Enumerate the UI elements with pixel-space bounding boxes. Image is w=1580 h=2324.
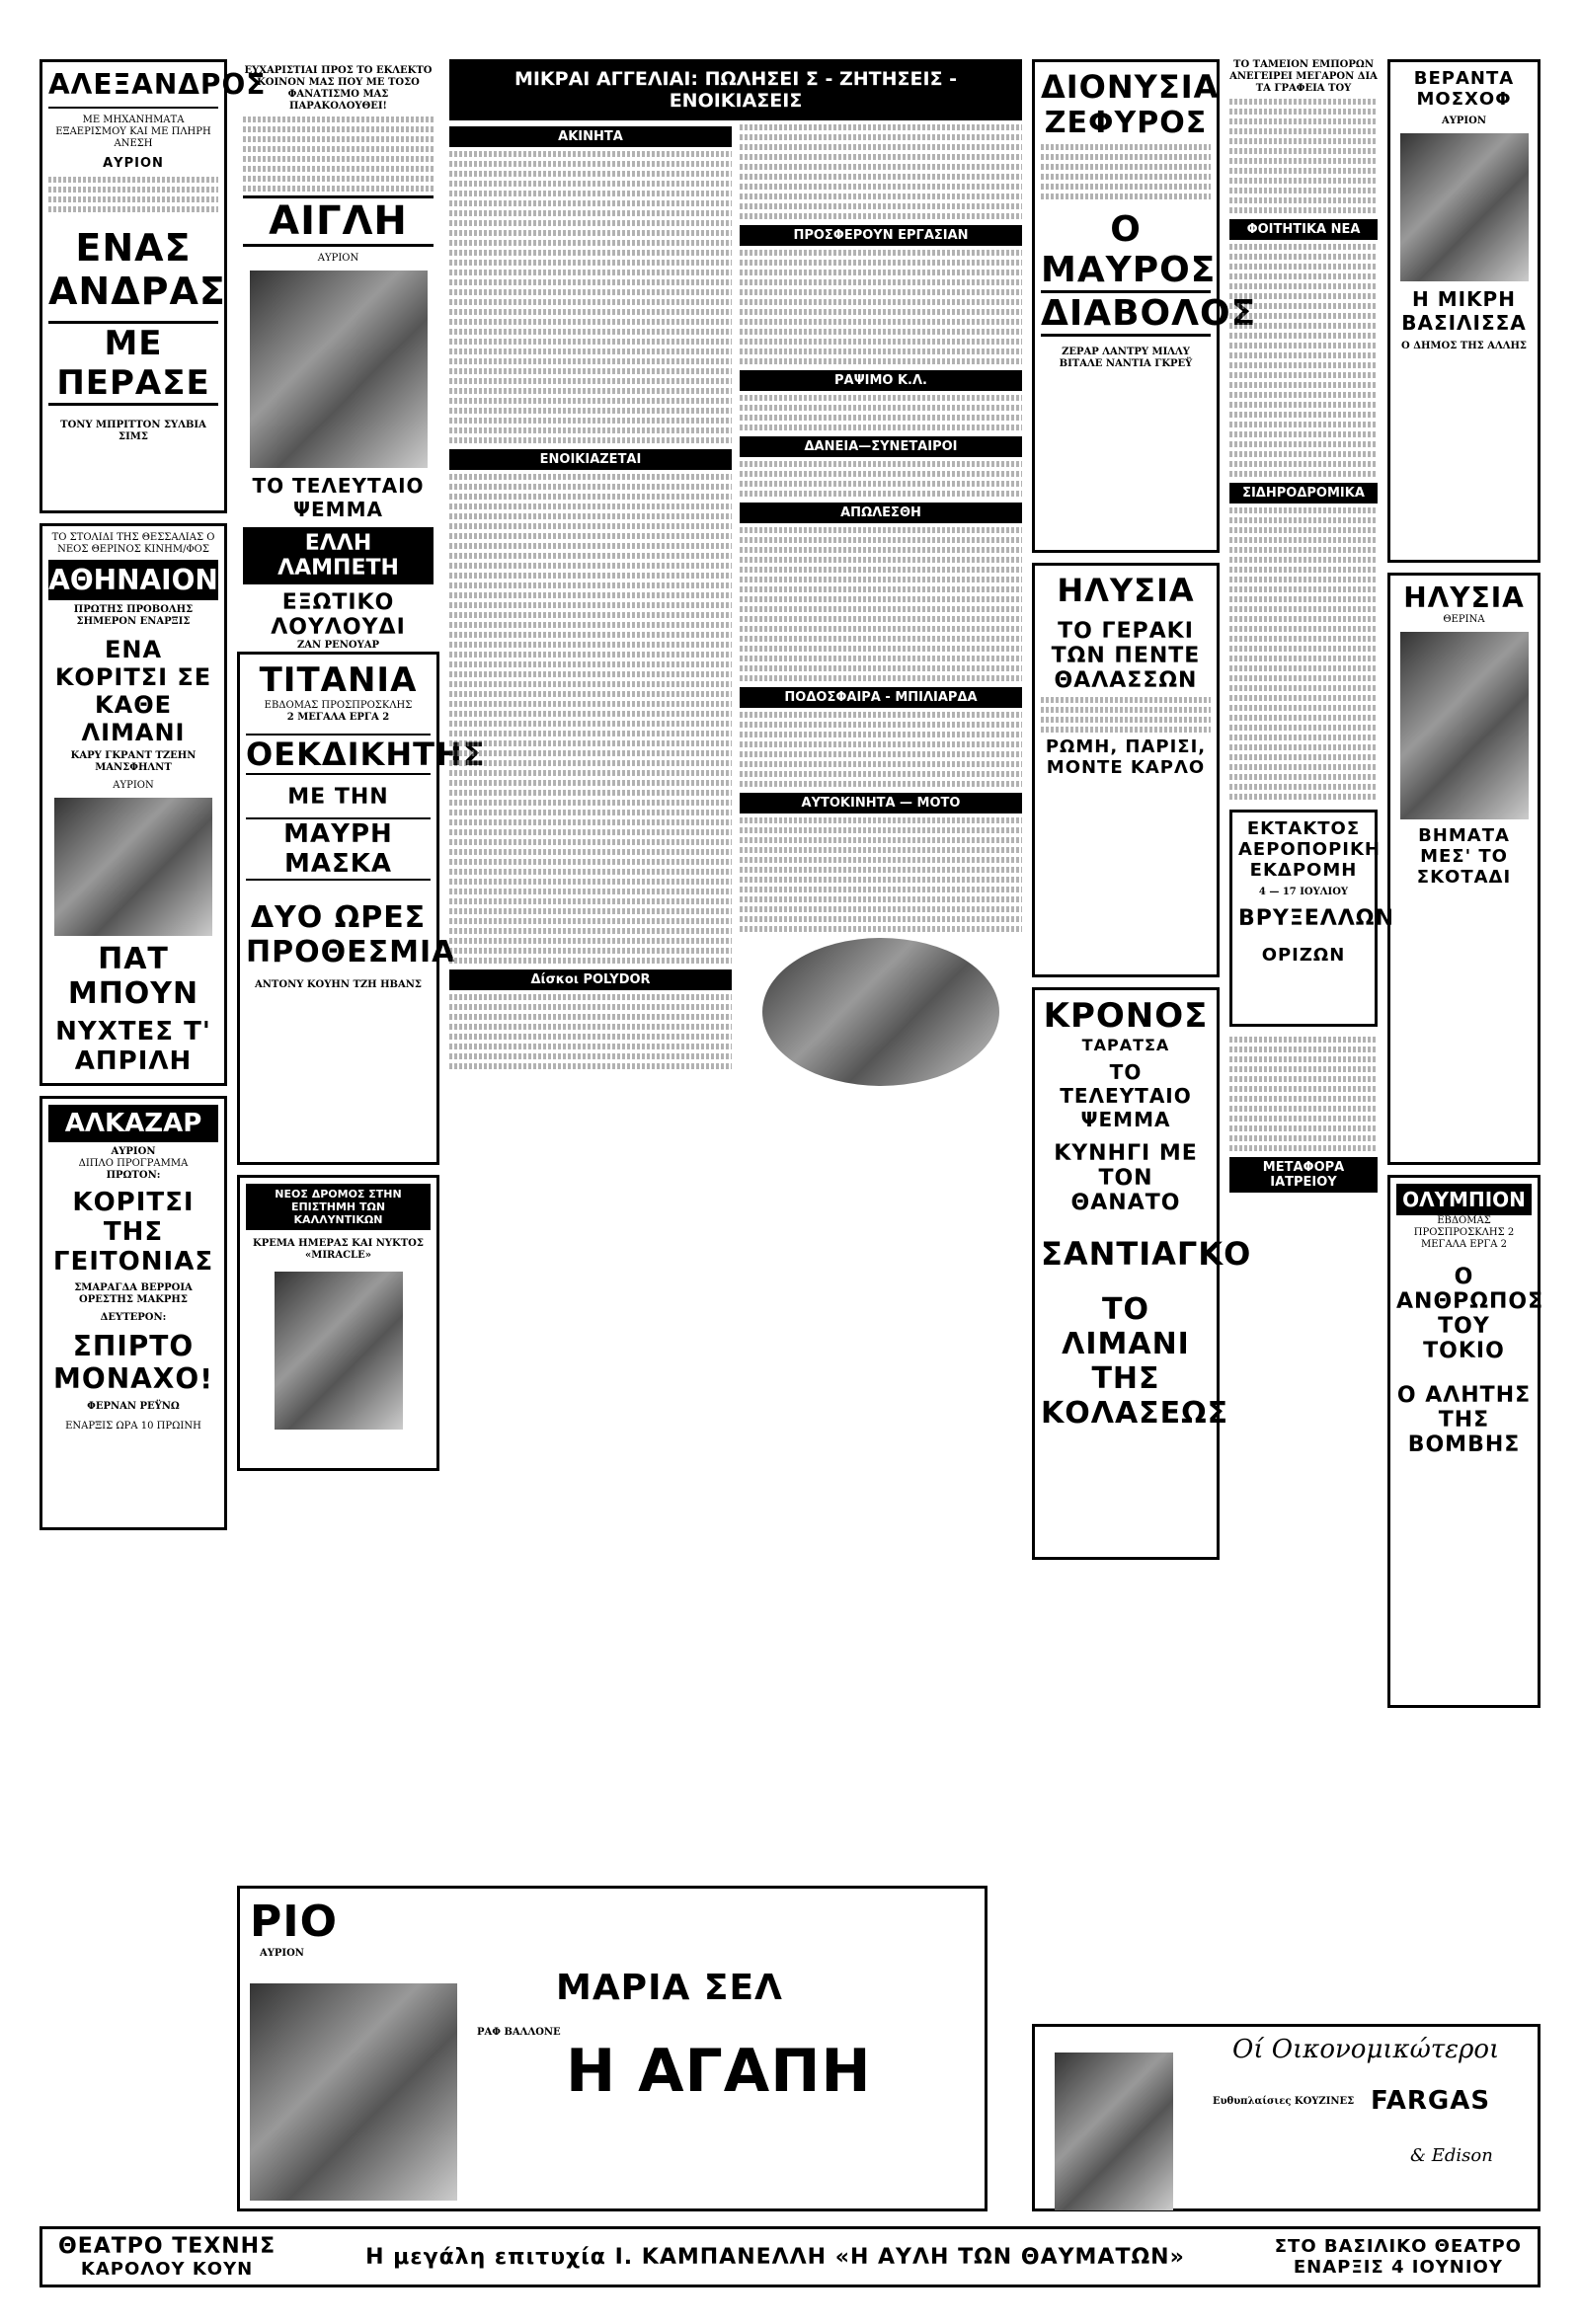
- zefyros-title: ΖΕΦΥΡΟΣ: [1044, 106, 1208, 140]
- section-apolesthi: ΑΠΩΛΕΣΘΗ: [740, 503, 1022, 523]
- alexandros-sub: ΜΕ ΜΗΧΑΝΗΜΑΤΑ ΕΞΑΕΡΙΣΜΟΥ ΚΑΙ ΜΕ ΠΛΗΡΗ ΑΝΕΣΗ: [55, 115, 211, 149]
- athinaion-film: ΕΝΑ ΚΟΡΙΤΣΙ ΣΕ ΚΑΘΕ ΛΙΜΑΝΙ: [54, 636, 212, 746]
- fargas-brand: FARGAS: [1371, 2086, 1491, 2116]
- footer-right-1: ΣΤΟ ΒΑΣΙΛΙΚΟ ΘΕΑΤΡΟ: [1274, 2236, 1522, 2257]
- alkazar-day: ΑΥΡΙΟΝ: [111, 1146, 156, 1157]
- dionysia-cast: ΖΕΡΑΡ ΛΑΝΤΡΥ ΜΙΛΛΥ ΒΙΤΑΛΕ ΝΑΝΤΙΑ ΓΚΡΕΫ: [1059, 347, 1193, 369]
- column-6: [1387, 59, 1544, 1718]
- veranta-title: ΒΕΡΑΝΤΑ ΜΟΣΧΟΦ: [1413, 68, 1515, 110]
- tameion-heading: ΤΟ ΤΑΜΕΙΟΝ ΕΜΠΟΡΩΝ ΑΝΕΓΕΙΡΕΙ ΜΕΓΑΡΟΝ ΔΙΑ ΤΑ ΓΡΑΦΕΙΑ ΤΟΥ: [1229, 59, 1378, 94]
- footer-left: [58, 2234, 276, 2280]
- rio-day: ΑΥΡΙΟΝ: [260, 1948, 304, 1959]
- ilysia-title: ΗΛΥΣΙΑ: [1057, 572, 1195, 609]
- fargas-kouzines: Ευθυπλαίσιες ΚΟΥΖΙΝΕΣ: [1213, 2096, 1355, 2107]
- miracle-banner: ΝΕΟΣ ΔΡΟΜΟΣ ΣΤΗΝ ΕΠΙΣΤΗΜΗ ΤΩΝ ΚΑΛΛΥΝΤΙΚΩΝ: [246, 1184, 431, 1230]
- footer-middle: Η μεγάλη επιτυχία Ι. ΚΑΜΠΑΝΕΛΛΗ «Η ΑΥΛΗ ΤΩΝ ΘΑΥΜΑΤΩΝ»: [365, 2244, 1185, 2270]
- alkazar-prog: ΔΙΠΛΟ ΠΡΟΓΡΑΜΜΑ: [78, 1158, 189, 1169]
- alexandros-film1: ΕΝΑΣ ΑΝΔΡΑΣ: [48, 226, 226, 313]
- ad-titania: [237, 652, 486, 1165]
- rio-raf: ΡΑΦ ΒΑΛΛΟΝΕ: [477, 2027, 561, 2038]
- kronos-film2: ΚΥΝΗΓΙ ΜΕ ΤΟΝ ΘΑΝΑΤΟ: [1054, 1141, 1198, 1215]
- ilysia-cast: ΡΩΜΗ, ΠΑΡΙΣΙ, ΜΟΝΤΕ ΚΑΡΛΟ: [1045, 736, 1207, 778]
- footer-left-2: ΚΑΡΟΛΟΥ ΚΟΥΝ: [80, 2259, 254, 2280]
- aigli-title: ΑΙΓΛΗ: [243, 195, 434, 247]
- alkazar-star2: ΦΕΡΝΑΝ ΡΕΫΝΩ: [87, 1401, 180, 1412]
- foititika-heading: ΦΟΙΤΗΤΙΚΑ ΝΕΑ: [1229, 219, 1378, 240]
- athinaion-illustration: [54, 798, 212, 936]
- ektaktos-dates: 4 — 17 ΙΟΥΛΙΟΥ: [1258, 887, 1349, 897]
- athinaion-intro: ΤΟ ΣΤΟΛΙΔΙ ΤΗΣ ΘΕΣΣΑΛΙΑΣ Ο ΝΕΟΣ ΘΕΡΙΝΟΣ ΚΙΝΗΜ/ΦΟΣ: [51, 532, 215, 555]
- section-podosfaira: ΠΟΔΟΣΦΑΙΡΑ - ΜΠΙΛΙΑΡΔΑ: [740, 687, 1022, 708]
- miracle-text: ΚΡΕΜΑ ΗΜΕΡΑΣ ΚΑΙ ΝΥΚΤΟΣ «MIRACLE»: [253, 1238, 424, 1261]
- ilysia-therina-photo: [1400, 632, 1529, 819]
- rio-photo: [250, 1983, 457, 2201]
- limani-title: ΤΟ ΛΙΜΑΝΙ ΤΗΣ ΚΟΛΑΣΕΩΣ: [1041, 1292, 1229, 1431]
- ad-rio: [237, 1886, 988, 2211]
- polydor-logo: [762, 938, 999, 1086]
- section-prosferoun: ΠΡΟΣΦΕΡΟΥΝ ΕΡΓΑΣΙΑΝ: [740, 225, 1022, 246]
- section-aftokinita: ΑΥΤΟΚΙΝΗΤΑ — ΜΟΤΟ: [740, 793, 1022, 813]
- alexandros-cast: ΤΟΝΥ ΜΠΡΙΤΤΟΝ ΣΥΛΒΙΑ ΣΙΜΣ: [60, 420, 206, 442]
- ad-aigli: [237, 59, 439, 651]
- metafora-heading: ΜΕΤΑΦΟΡΑ ΙΑΤΡΕΙΟΥ: [1229, 1157, 1378, 1193]
- veranta-day: ΑΥΡΙΟΝ: [1442, 116, 1486, 126]
- mavros-title: Ο ΜΑΥΡΟΣ: [1041, 209, 1217, 290]
- ad-alkazar: [40, 1096, 227, 1530]
- rio-title: ΡΙΟ: [250, 1897, 339, 1947]
- ad-athinaion: [40, 523, 227, 1086]
- athinaion-title: ΑΘΗΝΑΙΟΝ: [48, 560, 218, 600]
- ad-dionysia: [1032, 59, 1257, 553]
- ilysia-therina-sub: ΘΕΡΙΝΑ: [1443, 614, 1485, 625]
- kronos-title: ΚΡΟΝΟΣ: [1043, 996, 1209, 1036]
- aigli-day: ΑΥΡΙΟΝ: [317, 253, 359, 264]
- athinaion-tomorrow: ΑΥΡΙΟΝ: [113, 780, 154, 791]
- titania-two: 2 ΜΕΓΑΛΑ ΕΡΓΑ 2: [286, 712, 390, 723]
- alkazar-title: ΑΛΚΑΖΑΡ: [48, 1105, 218, 1142]
- alkazar-start: ΕΝΑΡΞΙΣ ΩΡΑ 10 ΠΡΩΙΝΗ: [65, 1421, 201, 1432]
- titania-film1-b: ΜΕ ΤΗΝ: [287, 785, 389, 810]
- ad-ilysia-therina: [1387, 573, 1540, 1165]
- thanks-heading: ΕΥΧΑΡΙΣΤΙΑΙ ΠΡΟΣ ΤΟ ΕΚΛΕΚΤΟ ΚΟΙΝΟΝ ΜΑΣ ΠΟΥ ΜΕ ΤΟΣΟ ΦΑΝΑΤΙΣΜΟ ΜΑΣ ΠΑΡΑΚΟΛΟΥΘΕΙ!: [244, 65, 433, 112]
- titania-film1: ΟΕΚΔΙΚΗΤΗΣ: [246, 736, 486, 773]
- footer-right: [1275, 2236, 1522, 2278]
- classifieds-column: [449, 59, 1022, 1092]
- aigli-star: ΕΛΛΗ ΛΑΜΠΕΤΗ: [243, 527, 434, 584]
- ad-kronos: [1032, 987, 1252, 1560]
- ektaktos-agency: ΟΡΙΖΩΝ: [1261, 945, 1346, 966]
- athinaion-premiere: ΠΡΩΤΗΣ ΠΡΟΒΟΛΗΣ ΣΗΜΕΡΟΝ ΕΝΑΡΞΙΣ: [73, 604, 194, 627]
- alexandros-film2: ΜΕ ΠΕΡΑΣΕ: [48, 321, 218, 406]
- ilysia-film: ΤΟ ΓΕΡΑΚΙ ΤΩΝ ΠΕΝΤΕ ΘΑΛΑΣΣΩΝ: [1051, 619, 1201, 693]
- ad-veranta: [1387, 59, 1540, 563]
- titania-cast: ΑΝΤΟΝΥ ΚΟΥΗΝ ΤΖΗ ΗΒΑΝΣ: [255, 979, 422, 990]
- newspaper-page: [40, 59, 1544, 2290]
- alitis-title: Ο ΑΛΗΤΗΣ ΤΗΣ ΒΟΜΒΗΣ: [1396, 1383, 1532, 1457]
- olympion-title: ΟΛΥΜΠΙΟΝ: [1396, 1184, 1532, 1215]
- footer-theatro-technis: [40, 2226, 1540, 2287]
- alkazar-film2: ΣΠΙΡΤΟ ΜΟΝΑΧΟ!: [53, 1330, 213, 1395]
- column-5: [1229, 59, 1394, 1197]
- section-enoikiazetai: ΕΝΟΙΚΙΑΖΕΤΑΙ: [449, 449, 732, 470]
- aigli-photo: [250, 271, 428, 468]
- athinaion-film2: ΝΥΧΤΕΣ Τ' ΑΠΡΙΛΗ: [55, 1017, 211, 1076]
- ektaktos-title: ΕΚΤΑΚΤΟΣ ΑΕΡΟΠΟΡΙΚΗ ΕΚΔΡΟΜΗ: [1238, 818, 1381, 881]
- kronos-film: ΤΟ ΤΕΛΕΥΤΑΙΟ ΨΕΜΜΑ: [1060, 1060, 1192, 1131]
- footer-right-2: ΕΝΑΡΞΙΣ 4 ΙΟΥΝΙΟΥ: [1293, 2257, 1503, 2278]
- alkazar-cast: ΣΜΑΡΑΓΔΑ ΒΕΡΡΟΙΑ ΟΡΕΣΤΗΣ ΜΑΚΡΗΣ: [74, 1282, 193, 1305]
- classifieds-header: ΜΙΚΡΑΙ ΑΓΓΕΛΙΑΙ: ΠΩΛΗΣΕΙ Σ - ΖΗΤΗΣΕΙΣ - ΕΝΟΙΚΙΑΣΕΙΣ: [449, 59, 1022, 120]
- rio-maria: ΜΑΡΙΑ ΣΕΛ: [556, 1968, 783, 2008]
- veranta-film: Η ΜΙΚΡΗ ΒΑΣΙΛΙΣΣΑ: [1401, 287, 1527, 335]
- column-4: [1032, 59, 1257, 1570]
- section-daneia: ΔΑΝΕΙΑ—ΣΥΝΕΤΑΙΡΟΙ: [740, 436, 1022, 457]
- fargas-headline: Οί Οικονομικώτεροι: [1232, 2035, 1500, 2064]
- aigli-second: ΕΞΩΤΙΚΟ ΛΟΥΛΟΥΔΙ: [271, 590, 406, 640]
- alexandros-title: ΑΛΕΞΑΝΔΡΟΣ: [48, 68, 267, 101]
- aigli-second-star: ΖΑΝ ΡΕΝΟΥΑΡ: [296, 640, 380, 651]
- section-akinita: ΑΚΙΝΗΤΑ: [449, 126, 732, 147]
- titania-week: ΕΒΔΟΜΑΣ ΠΡΟΣΠΡΟΣΚΛΗΣ: [264, 700, 413, 711]
- titania-title: ΤΙΤΑΝΙΑ: [259, 660, 418, 700]
- vimata-title: ΒΗΜΑΤΑ ΜΕΣ' ΤΟ ΣΚΟΤΑΔΙ: [1416, 825, 1512, 888]
- tokyo-title: Ο ΑΝΘΡΩΠΟΣ ΤΟΥ ΤΟΚΙΟ: [1396, 1265, 1544, 1363]
- rio-agapi: Η ΑΓΑΠΗ: [566, 2037, 872, 2106]
- column-2: [237, 59, 486, 1481]
- classifieds-left: [449, 120, 732, 1092]
- ektaktos-city: ΒΡΥΞΕΛΛΩΝ: [1238, 906, 1394, 931]
- titania-film1-c: ΜΑΥΡΗ ΜΑΣΚΑ: [246, 817, 431, 881]
- column-1: [40, 59, 267, 1540]
- kronos-sub: ΤΑΡΑΤΣΑ: [1081, 1036, 1170, 1054]
- veranta-film-sub: Ο ΔΗΜΟΣ ΤΗΣ ΑΛΛΗΣ: [1401, 341, 1527, 351]
- classifieds-body: [449, 120, 1022, 1092]
- section-polydor: Δίσκοι POLYDOR: [449, 969, 732, 990]
- ad-ilysia: [1032, 563, 1220, 977]
- alkazar-second: ΔΕΥΤΕΡΟΝ:: [100, 1312, 167, 1323]
- dionysia-title: ΔΙΟΝΥΣΙΑ: [1041, 68, 1220, 106]
- ad-alexandros: [40, 59, 267, 513]
- sidirodromika-heading: ΣΙΔΗΡΟΔΡΟΜΙΚΑ: [1229, 483, 1378, 504]
- fargas-edison: & Edison: [1410, 2145, 1493, 2166]
- alkazar-first: ΠΡΩΤΟΝ:: [106, 1170, 161, 1181]
- ad-miracle: [237, 1175, 439, 1471]
- section-rapsimo: ΡΑΨΙΜΟ Κ.Λ.: [740, 370, 1022, 391]
- ad-ektaktos: [1229, 810, 1394, 1027]
- fargas-stove: [1055, 2053, 1173, 2210]
- athinaion-star: ΠΑΤ ΜΠΟΥΝ: [67, 942, 199, 1011]
- olympion-sub: ΕΒΔΟΜΑΣ ΠΡΟΣΠΡΟΣΚΛΗΣ 2 ΜΕΓΑΛΑ ΕΡΓΑ 2: [1413, 1215, 1515, 1250]
- veranta-photo: [1400, 133, 1529, 281]
- aigli-film: ΤΟ ΤΕΛΕΥΤΑΙΟ ΨΕΜΜΑ: [252, 474, 425, 521]
- alexandros-day: ΑΥΡΙΟΝ: [103, 156, 164, 171]
- diavolos-title: ΔΙΑΒΟΛΟΣ: [1041, 290, 1211, 337]
- santiago-title: ΣΑΝΤΙΑΓΚΟ: [1041, 1235, 1252, 1273]
- alkazar-film: ΚΟΡΙΤΣΙ ΤΗΣ ΓΕΙΤΟΝΙΑΣ: [52, 1188, 214, 1277]
- titania-film2: ΔΥΟ ΩΡΕΣ ΠΡΟΘΕΣΜΙΑ: [246, 900, 456, 969]
- ad-fargas: [1032, 2024, 1540, 2211]
- miracle-jar: [275, 1272, 403, 1430]
- ad-olympion: [1387, 1175, 1544, 1708]
- athinaion-cast: ΚΑΡΥ ΓΚΡΑΝΤ ΤΖΕΗΝ ΜΑΝΣΦΗΛΝΤ: [70, 750, 197, 773]
- footer-left-1: ΘΕΑΤΡΟ ΤΕΧΝΗΣ: [58, 2234, 276, 2259]
- classifieds-right: [740, 120, 1022, 1092]
- ilysia-therina-title: ΗΛΥΣΙΑ: [1403, 581, 1525, 614]
